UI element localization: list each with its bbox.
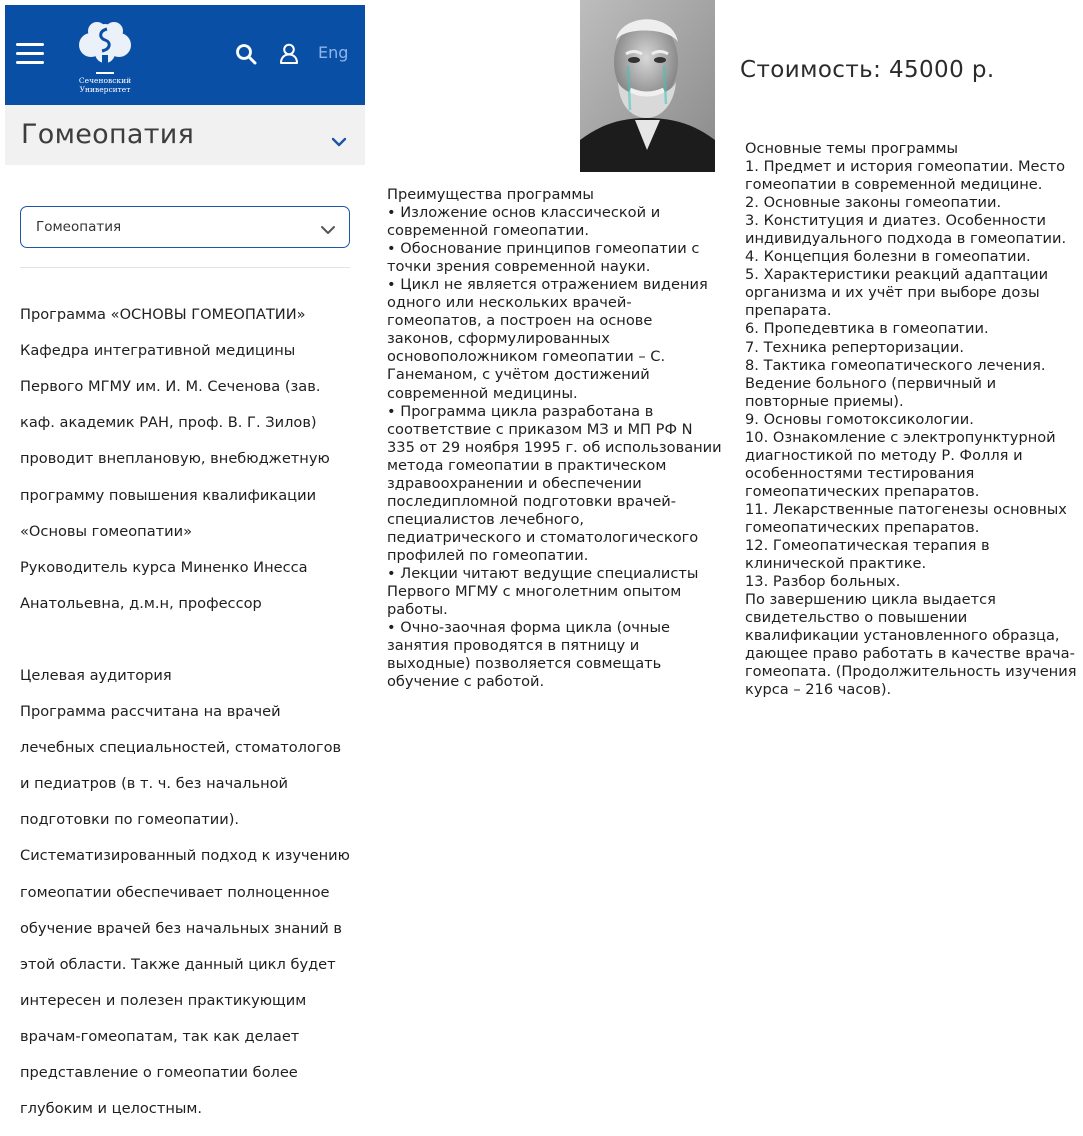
text-line: гомеопатии в современной медицине. (745, 176, 1043, 194)
text-line: программу повышения квалификации (20, 486, 317, 504)
text-line: 4. Концепция болезни в гомеопатии. (745, 248, 1031, 266)
text-line: Основные темы программы (745, 140, 959, 157)
text-line: современной медицины. (387, 384, 578, 402)
text-line: гомеопатов, а построен на основе (387, 312, 653, 330)
text-line: гомеопата. (Продолжительность изучения (745, 663, 1077, 681)
text-line: здравоохранении и обеспечении (387, 474, 642, 492)
text-line: 8. Тактика гомеопатического лечения. (745, 356, 1046, 374)
program-description (20, 288, 356, 1136)
text-line: обучение с работой. (387, 673, 545, 691)
text-line: квалификации установленного образца, (745, 627, 1060, 645)
text-line: точки зрения современной науки. (387, 258, 651, 276)
text-line: • Изложение основ классической и (387, 204, 661, 222)
text-line: 335 от 29 ноября 1995 г. об использовании (387, 438, 722, 456)
select-value: Гомеопатия (36, 219, 122, 235)
text-line: Программа рассчитана на врачей (20, 703, 281, 721)
text-line: Программа «ОСНОВЫ ГОМЕОПАТИИ» (20, 306, 306, 324)
text-line: последипломной подготовки врачей- (387, 492, 677, 510)
text-line: 2. Основные законы гомеопатии. (745, 194, 1002, 212)
program-benefits (387, 186, 722, 691)
university-logo[interactable] (69, 19, 141, 99)
text-line: основоположником гомеопатии – С. (387, 348, 666, 366)
portrait-photo (580, 0, 715, 172)
search-icon[interactable] (235, 43, 257, 69)
menu-icon[interactable] (16, 43, 44, 65)
divider (20, 267, 350, 268)
text-line: проводит внеплановую, внебюджетную (20, 450, 330, 468)
text-line: представление о гомеопатии более (20, 1064, 298, 1082)
text-line: Первого МГМУ с многолетним опытом (387, 583, 682, 601)
logo-caption (69, 76, 141, 94)
text-line: врачам-гомеопатам, так как делает (20, 1027, 300, 1045)
text-line: 12. Гомеопатическая терапия в (745, 537, 990, 555)
language-switch[interactable]: Eng (318, 43, 349, 62)
text-line: особенностями тестирования (745, 464, 975, 482)
text-line: По завершению цикла выдается (745, 591, 996, 609)
text-line: 1. Предмет и история гомеопатии. Место (745, 158, 1065, 176)
logo-line-1: Сеченовский (78, 76, 132, 85)
text-line: 13. Разбор больных. (745, 573, 901, 591)
text-line: современной гомеопатии. (387, 222, 590, 240)
text-line: обучение врачей без начальных знаний в (20, 919, 343, 937)
text-line: 11. Лекарственные патогенезы основных (745, 500, 1067, 518)
title-bar (5, 105, 365, 165)
text-line: Первого МГМУ им. И. М. Сеченова (зав. (20, 378, 321, 396)
text-line: 6. Пропедевтика в гомеопатии. (745, 320, 989, 338)
text-line: интересен и полезен практикующим (20, 991, 307, 1009)
text-line: Систематизированный подход к изучению (20, 847, 350, 865)
tree-logo-icon (69, 19, 141, 77)
text-line: свидетельство о повышении (745, 609, 968, 627)
text-line: • Цикл не является отражением видения (387, 276, 708, 294)
text-line: Руководитель курса Миненко Инесса (20, 558, 308, 576)
text-line: занятия проводятся в пятницу и (387, 637, 640, 655)
text-line: • Обоснование принципов гомеопатии с (387, 240, 700, 258)
section-select[interactable] (20, 206, 350, 248)
text-line: каф. академик РАН, проф. В. Г. Зилов) (20, 414, 317, 432)
text-line: организма и их учёт при выборе дозы (745, 284, 1040, 302)
text-line: глубоким и целостным. (20, 1100, 203, 1118)
chevron-down-icon (320, 220, 336, 239)
text-line: Ведение больного (первичный и (745, 374, 997, 392)
text-line: Ганеманом, с учётом достижений (387, 366, 650, 384)
text-line: курса – 216 часов). (745, 681, 892, 699)
logo-line-2: Университет (79, 85, 131, 94)
price-label: Стоимость: 45000 р. (740, 57, 995, 83)
text-line: профилей по гомеопатии. (387, 546, 589, 564)
text-line: соответствие с приказом МЗ и МП РФ N (387, 420, 693, 438)
text-line: лечебных специальностей, стоматологов (20, 739, 342, 757)
text-line: повторные приемы). (745, 392, 904, 410)
text-line: гомеопатии обеспечивает полноценное (20, 883, 330, 901)
text-line: дающее право работать в качестве врача- (745, 645, 1075, 663)
chevron-down-icon[interactable] (331, 132, 347, 151)
text-line: Кафедра интегративной медицины (20, 342, 296, 360)
text-line: и педиатров (в т. ч. без начальной (20, 775, 289, 793)
site-panel (5, 5, 365, 1118)
text-line: 10. Ознакомление с электропунктурной (745, 428, 1056, 446)
page-content (5, 165, 365, 1118)
text-line: индивидуального подхода в гомеопатии. (745, 230, 1067, 248)
text-line: 3. Конституция и диатез. Особенности (745, 212, 1046, 230)
text-line: педиатрического и стоматологического (387, 528, 699, 546)
text-line: метода гомеопатии в практическом (387, 456, 667, 474)
text-line: • Программа цикла разработана в (387, 402, 654, 420)
text-line: гомеопатических препаратов. (745, 518, 980, 536)
program-topics (745, 140, 1081, 699)
text-line: 9. Основы гомотоксикологии. (745, 410, 974, 428)
text-line: Анатольевна, д.м.н, профессор (20, 594, 262, 612)
user-icon[interactable] (279, 43, 299, 69)
text-line: Преимущества программы (387, 186, 594, 203)
text-line: этой области. Также данный цикл будет (20, 955, 336, 973)
text-line: гомеопатических препаратов. (745, 482, 980, 500)
text-line: клинической практике. (745, 555, 927, 573)
site-header (5, 5, 365, 105)
text-line: «Основы гомеопатии» (20, 522, 193, 540)
text-line: специалистов лечебного, (387, 510, 585, 528)
text-line: работы. (387, 601, 448, 619)
text-line: законов, сформулированных (387, 330, 610, 348)
text-line: одного или нескольких врачей- (387, 294, 632, 312)
text-line: выходные) позволяется совмещать (387, 655, 662, 673)
text-line: подготовки по гомеопатии). (20, 811, 240, 829)
text-line: диагностикой по методу Р. Фолля и (745, 446, 1023, 464)
text-line: 7. Техника реперторизации. (745, 338, 964, 356)
page-title: Гомеопатия (21, 119, 195, 150)
text-line: Целевая аудитория (20, 666, 172, 684)
text-line: препарата. (745, 302, 832, 320)
text-line: • Очно-заочная форма цикла (очные (387, 619, 670, 637)
text-line: • Лекции читают ведущие специалисты (387, 564, 699, 582)
text-line: 5. Характеристики реакций адаптации (745, 266, 1049, 284)
